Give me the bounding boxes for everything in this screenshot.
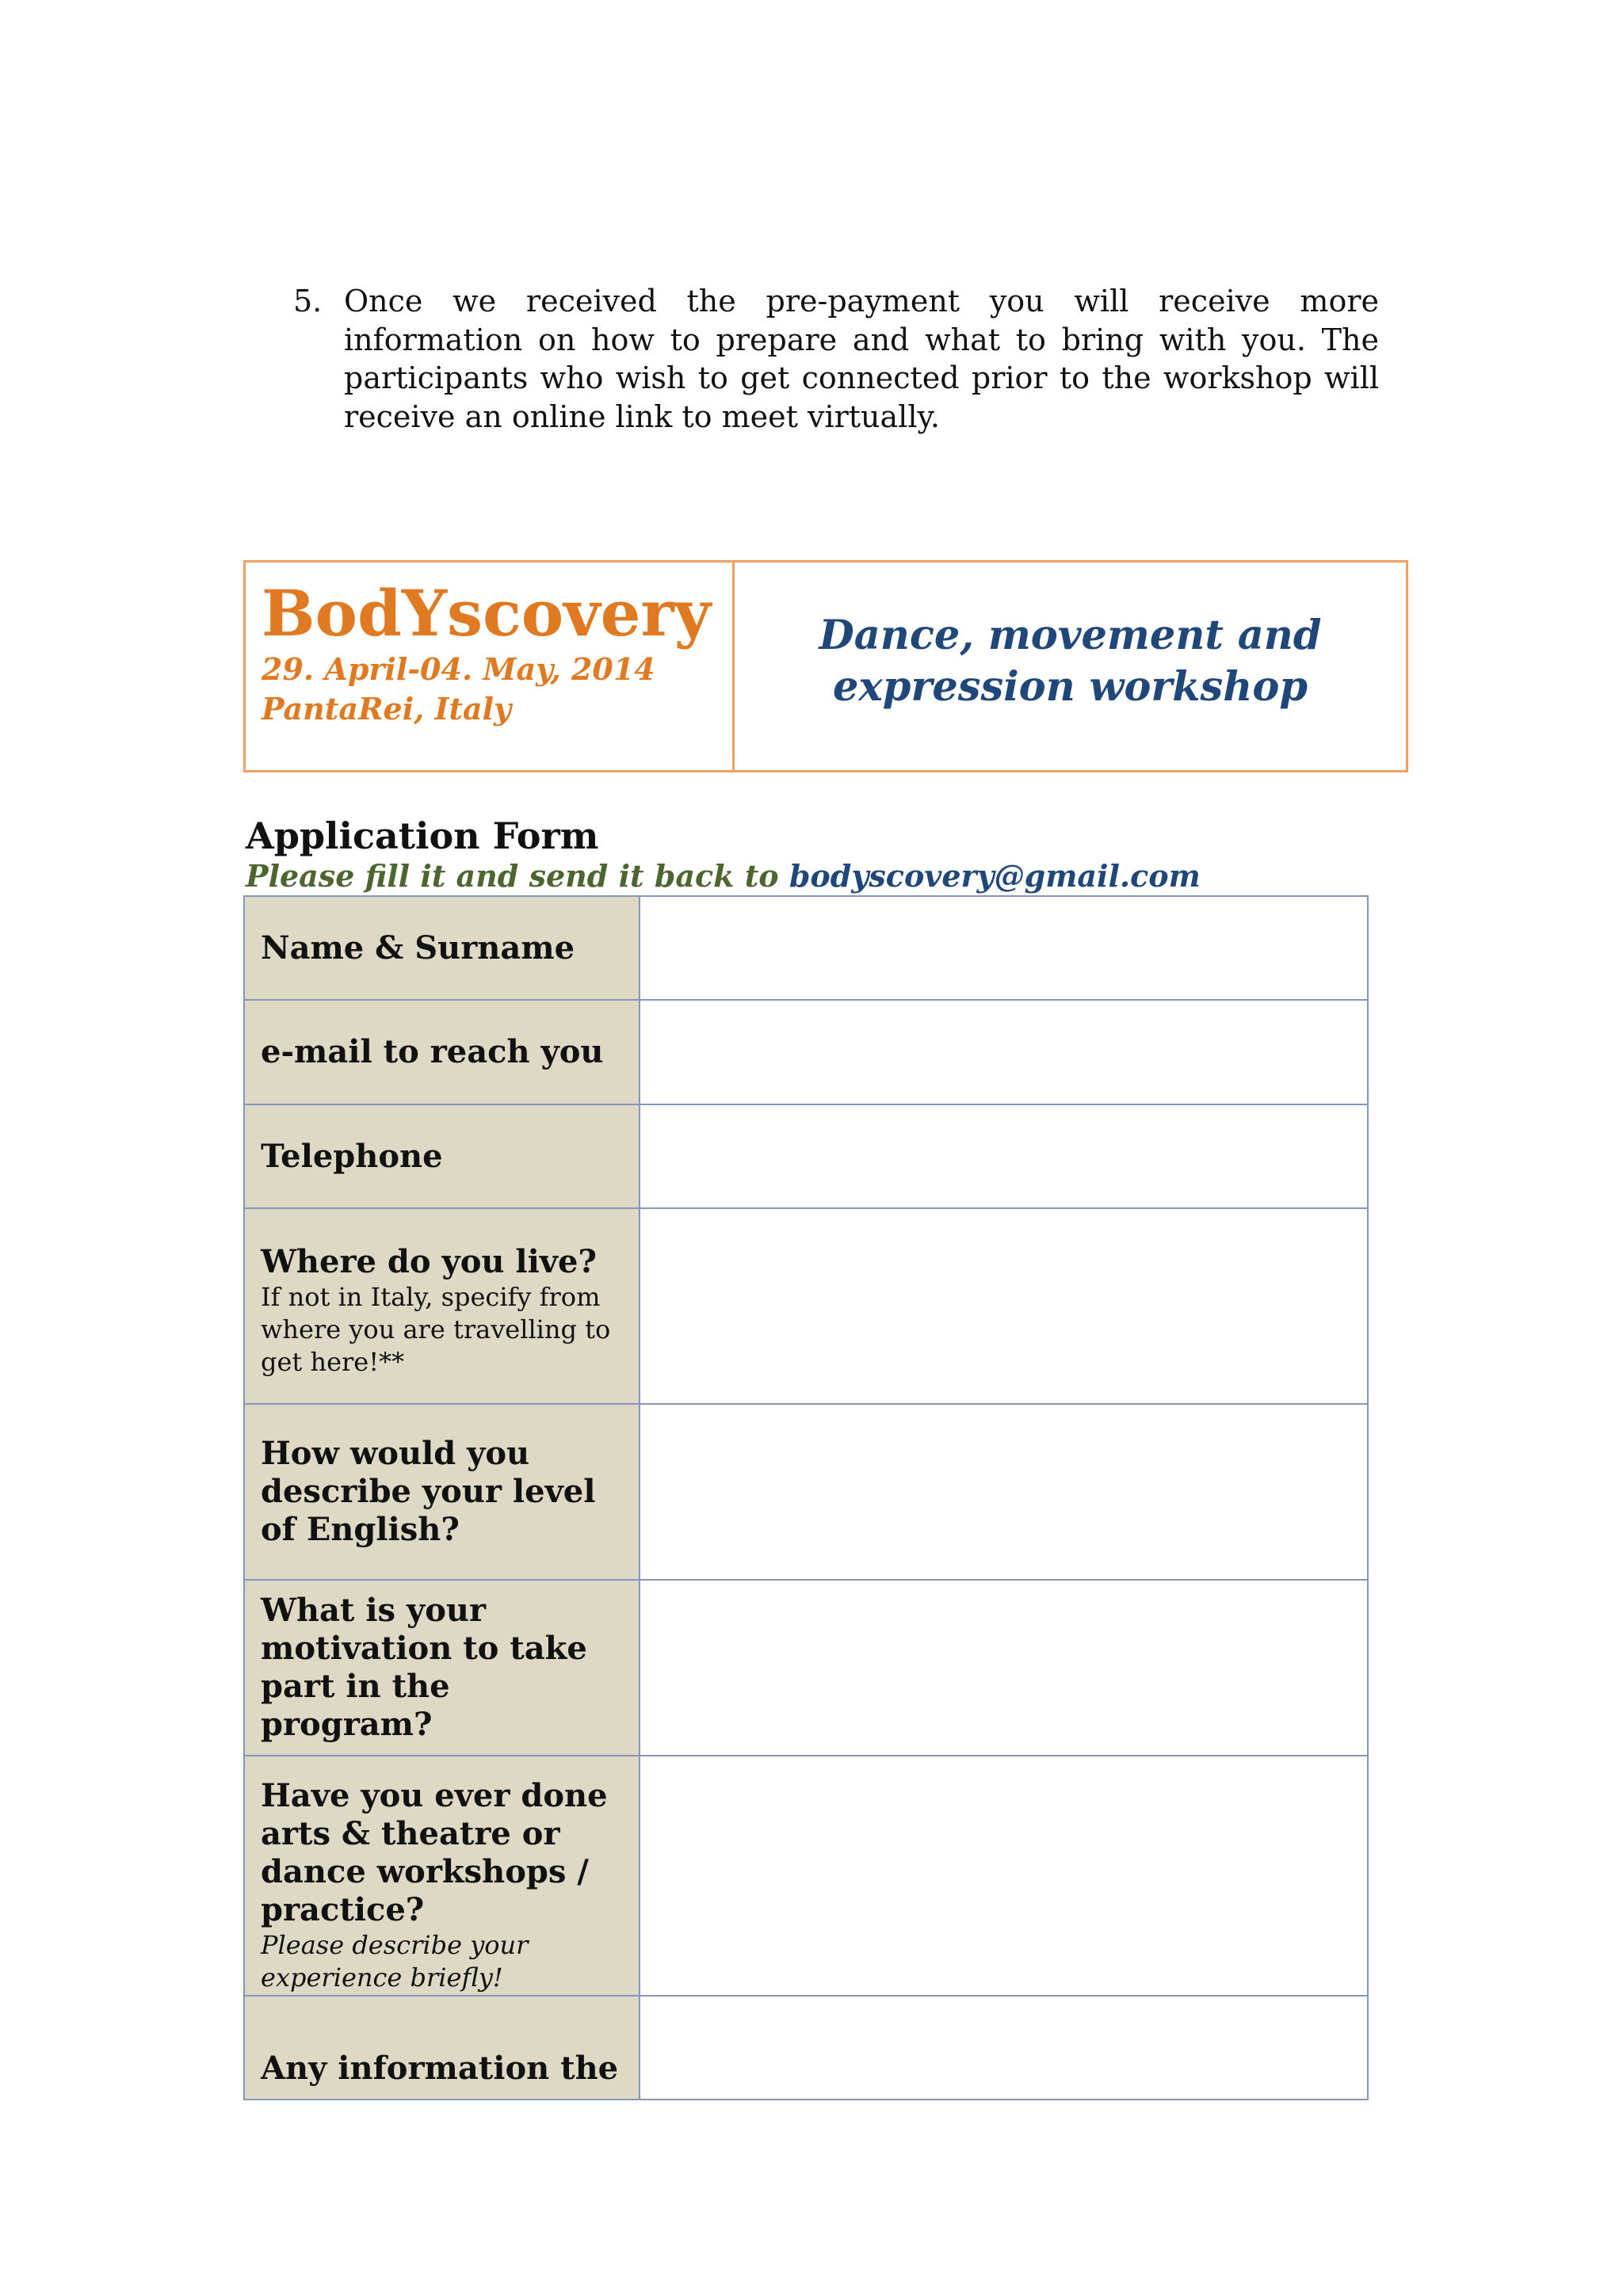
brand-title: BodYscovery bbox=[262, 576, 712, 650]
field-label-cell bbox=[244, 1404, 640, 1580]
workshop-header-box bbox=[243, 560, 1408, 772]
field-label-cell bbox=[244, 1756, 640, 1996]
field-label: Telephone bbox=[261, 1137, 443, 1175]
field-label: How would you describe your level of English? bbox=[261, 1435, 596, 1548]
table-row bbox=[244, 1996, 1368, 2100]
tagline-line-1: Dance, movement and bbox=[819, 612, 1322, 659]
field-label: What is your motivation to take part in the program? bbox=[261, 1592, 587, 1743]
numbered-paragraph bbox=[293, 282, 1379, 436]
additional-info-answer-field[interactable] bbox=[640, 1996, 1368, 2100]
application-form-table bbox=[243, 895, 1369, 2100]
field-label: e-mail to reach you bbox=[261, 1033, 604, 1070]
event-location: PantaRei, Italy bbox=[262, 691, 512, 727]
field-label-cell bbox=[244, 1208, 640, 1404]
table-row bbox=[244, 1000, 1368, 1104]
event-dates: 29. April-04. May, 2014 bbox=[262, 651, 655, 687]
field-note: If not in Italy, specify from where you are travelling to get here!** bbox=[261, 1282, 611, 1377]
form-instructions bbox=[246, 856, 1201, 897]
field-label-cell bbox=[244, 1580, 640, 1756]
telephone-answer-field[interactable] bbox=[640, 1104, 1368, 1208]
field-label-cell bbox=[244, 1104, 640, 1208]
table-row bbox=[244, 1580, 1368, 1756]
field-note: Please describe your experience briefly! bbox=[261, 1929, 529, 1993]
header-right-cell bbox=[735, 563, 1406, 770]
table-row bbox=[244, 1208, 1368, 1404]
tagline-line-2: expression workshop bbox=[832, 663, 1308, 711]
table-row bbox=[244, 1404, 1368, 1580]
list-number: 5. bbox=[293, 284, 323, 318]
instruction-text: Please fill it and send it back to bbox=[246, 858, 789, 894]
contact-email[interactable]: bodyscovery@gmail.com bbox=[789, 858, 1201, 894]
field-label-cell bbox=[244, 896, 640, 1000]
name-answer-field[interactable] bbox=[640, 896, 1368, 1000]
field-label: Any information the bbox=[261, 2050, 619, 2087]
residence-answer-field[interactable] bbox=[640, 1208, 1368, 1404]
form-title: Application Form bbox=[246, 814, 599, 857]
english-level-answer-field[interactable] bbox=[640, 1404, 1368, 1580]
field-label-cell bbox=[244, 1996, 640, 2100]
header-left-cell bbox=[246, 563, 735, 770]
table-row bbox=[244, 896, 1368, 1000]
table-row bbox=[244, 1104, 1368, 1208]
field-label: Where do you live? bbox=[261, 1243, 597, 1280]
field-label-cell bbox=[244, 1000, 640, 1104]
email-answer-field[interactable] bbox=[640, 1000, 1368, 1104]
experience-answer-field[interactable] bbox=[640, 1756, 1368, 1996]
workshop-tagline bbox=[819, 610, 1321, 713]
paragraph-text: Once we received the pre-payment you will receive more information on how to prepare and what to bring with you. The participants who wish to get connected prior to the workshop will receive an online link to meet virtually. bbox=[344, 284, 1379, 434]
table-row bbox=[244, 1756, 1368, 1996]
motivation-answer-field[interactable] bbox=[640, 1580, 1368, 1756]
field-label: Have you ever done arts & theatre or dance workshops / practice? bbox=[261, 1776, 608, 1928]
field-label: Name & Surname bbox=[261, 929, 575, 967]
